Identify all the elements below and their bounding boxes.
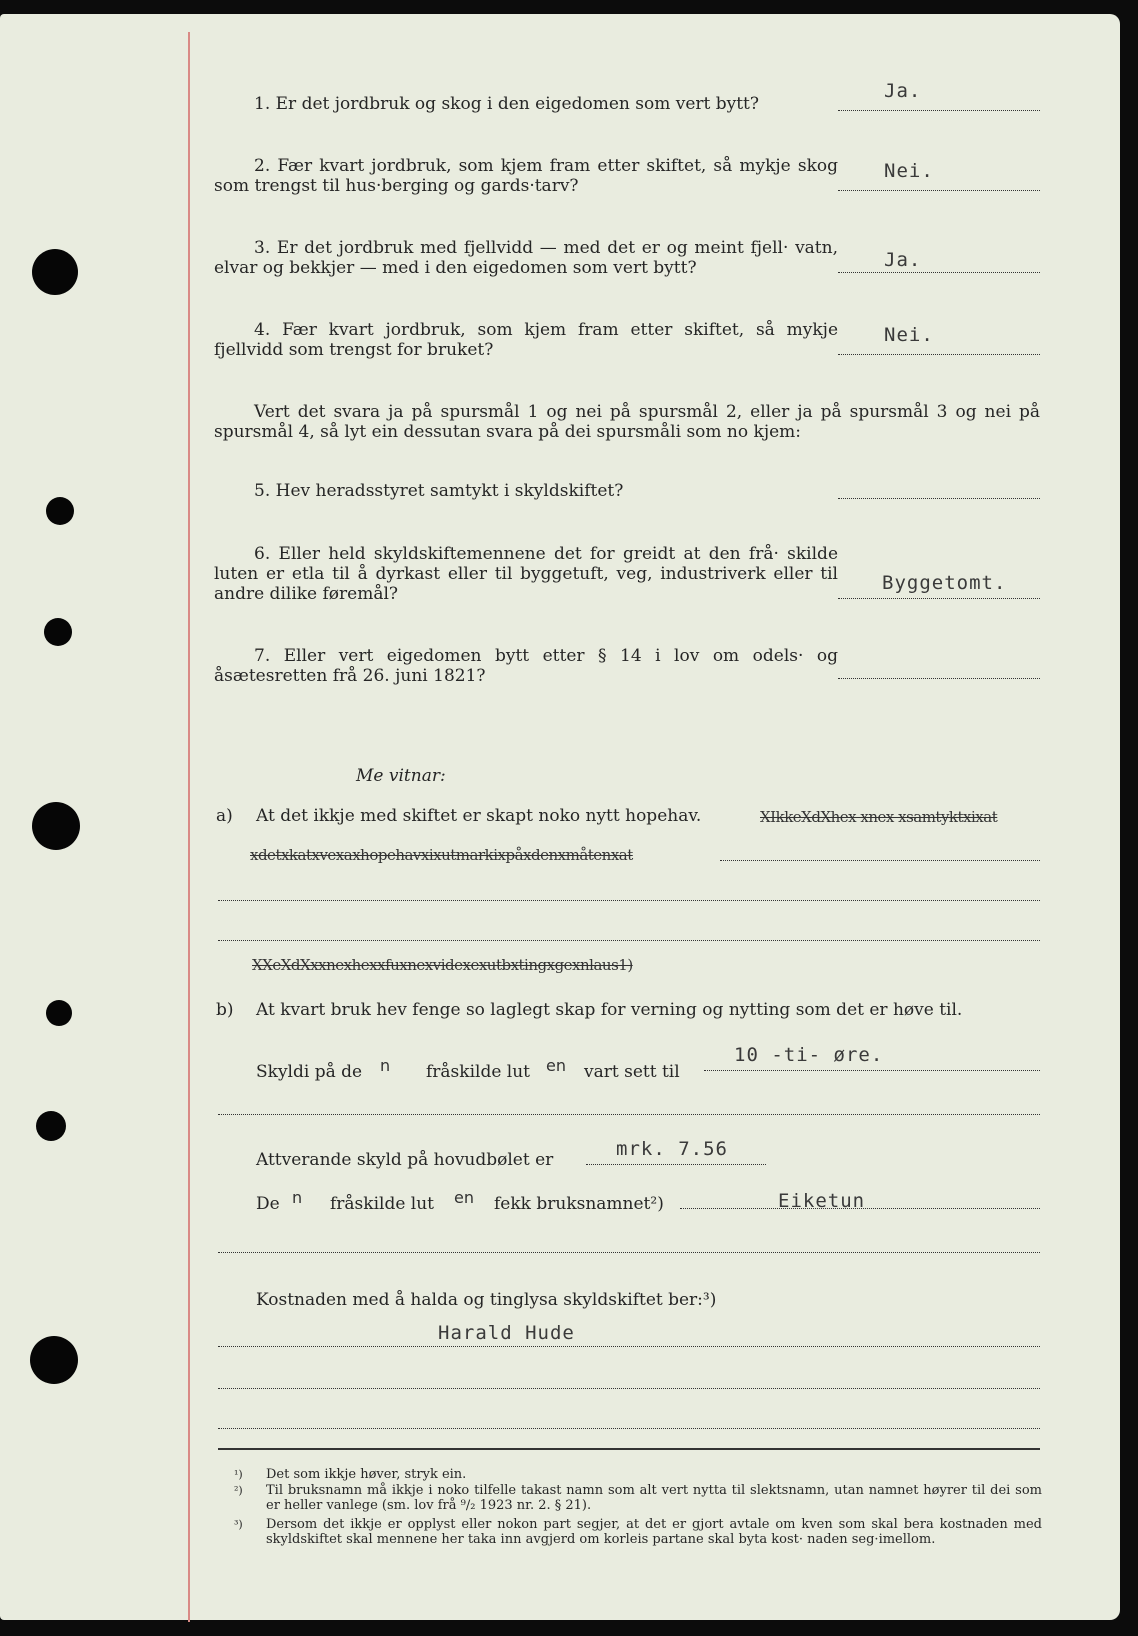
item-a-label: a) xyxy=(216,806,233,826)
item-b-text: At kvart bruk hev fenge so laglegt skap for verning og nytting som det er høve til. xyxy=(256,1000,963,1020)
answer-line-6 xyxy=(838,598,1040,599)
a-line-3 xyxy=(218,940,1040,941)
question-5: 5. Hev heradsstyret samtykt i skyldskiftet? xyxy=(254,481,624,501)
skyld-line-2 xyxy=(218,1114,1040,1115)
question-6: 6. Eller held skyldskiftemennene det for greidt at den frå· skilde luten er etla til å dyrkast eller til byggetuft, veg, industriverk eller til andre dilike føremål? xyxy=(214,544,839,604)
margin-line xyxy=(188,32,190,1622)
a-line-2 xyxy=(218,900,1040,901)
skyld-handwritten-n: n xyxy=(380,1056,391,1075)
question-3: 3. Er det jordbruk med fjellvidd — med det er og meint fjell· vatn, elvar og bekkjer — med i den eigedomen som vert bytt? xyxy=(214,238,838,278)
attverande-value: mrk. 7.56 xyxy=(616,1138,728,1160)
footnote-2: ²) Til bruksnamn må ikkje i noko tilfelle takast namn som alt vert nytta til slektsnamn, utan namnet høyrer til dei som er heller vanlege (sm. lov frå ⁹/₂ 1923 nr. 2. § 21). xyxy=(234,1483,1042,1513)
document-page xyxy=(0,14,1120,1620)
punch-hole xyxy=(44,618,72,646)
punch-hole xyxy=(32,802,80,850)
question-4: 4. Fær kvart jordbruk, som kjem fram etter skiftet, så mykje fjellvidd som trengst for bruket? xyxy=(214,320,839,360)
item-a-text: At det ikkje med skiftet er skapt noko nytt hopehav. xyxy=(256,806,702,826)
kostnad-value: Harald Hude xyxy=(438,1322,575,1344)
punch-hole xyxy=(32,249,78,295)
punch-hole xyxy=(36,1111,66,1141)
bruksnamn-suffix: fekk bruksnamnet²) xyxy=(494,1194,664,1214)
struck-text-2: xdetxkatxvexaxhopehavxixutmarkixpåxdenxmåtenxat xyxy=(250,846,633,864)
bruksnamn-handwritten-n: n xyxy=(292,1188,303,1207)
bruksnamn-prefix: De xyxy=(256,1194,280,1214)
skyld-suffix: vart sett til xyxy=(584,1062,680,1082)
bruksnamn-line-2 xyxy=(218,1252,1040,1253)
answer-line-5 xyxy=(838,498,1040,499)
answer-3: Ja. xyxy=(884,249,922,271)
conditional-note: Vert det svara ja på spursmål 1 og nei på spursmål 2, eller ja på spursmål 3 og nei på spursmål 4, så lyt ein dessutan svara på dei spursmåli som no kjem: xyxy=(214,402,1040,442)
question-1: 1. Er det jordbruk og skog i den eigedomen som vert bytt? xyxy=(254,94,760,114)
question-2: 2. Fær kvart jordbruk, som kjem fram etter skiftet, så mykje skog som trengst til hus·berging og gards·tarv? xyxy=(214,156,838,196)
question-7: 7. Eller vert eigedomen bytt etter § 14 i lov om odels· og åsætesretten frå 26. juni 1821? xyxy=(214,646,839,686)
kostnad-label: Kostnaden med å halda og tinglysa skyldskiftet ber:³) xyxy=(256,1290,717,1310)
punch-hole xyxy=(46,1000,72,1026)
skyld-value: 10 -ti- øre. xyxy=(734,1044,884,1066)
answer-2: Nei. xyxy=(884,160,934,182)
skyld-handwritten-en: en xyxy=(546,1056,566,1075)
bruksnamn-middle: fråskilde lut xyxy=(330,1194,435,1214)
witness-heading: Me vitnar: xyxy=(356,766,446,786)
answer-1: Ja. xyxy=(884,80,922,102)
bruksnamn-value: Eiketun xyxy=(778,1190,866,1212)
punch-hole xyxy=(46,497,74,525)
answer-4: Nei. xyxy=(884,324,934,346)
footnote-rule xyxy=(218,1448,1040,1450)
kostnad-line-3 xyxy=(218,1428,1040,1429)
answer-6: Byggetomt. xyxy=(882,572,1007,594)
answer-line-4 xyxy=(838,354,1040,355)
item-b-label: b) xyxy=(216,1000,234,1020)
bruksnamn-handwritten-en: en xyxy=(454,1188,474,1207)
footnote-1: ¹) Det som ikkje høver, stryk ein. xyxy=(234,1467,467,1482)
footnote-3: ³) Dersom det ikkje er opplyst eller nokon part segjer, at det er gjort avtale om kven som skal bera kostnaden med skyldskiftet skal mennene her taka inn avgjerd om korleis partane skal byta kost· naden seg·imellom. xyxy=(234,1517,1042,1547)
skyld-middle: fråskilde lut xyxy=(426,1062,531,1082)
answer-line-7 xyxy=(838,678,1040,679)
skyld-prefix: Skyldi på de xyxy=(256,1062,363,1082)
skyld-line xyxy=(704,1070,1040,1071)
attverande-label: Attverande skyld på hovudbølet er xyxy=(256,1150,554,1170)
answer-line-3 xyxy=(838,272,1040,273)
punch-hole xyxy=(30,1336,78,1384)
answer-line-2 xyxy=(838,190,1040,191)
a-line-1 xyxy=(720,860,1040,861)
attverande-line xyxy=(586,1164,766,1165)
struck-text-1: XIkkeXdXhex xnex xsamtyktxixat xyxy=(760,808,998,826)
answer-line-1 xyxy=(838,110,1040,111)
struck-text-3: XXeXdXxxnexhexxfuxnexvidexexutbxtingxgexnlaus1) xyxy=(252,956,633,974)
kostnad-line-2 xyxy=(218,1388,1040,1389)
kostnad-line-1 xyxy=(218,1346,1040,1347)
